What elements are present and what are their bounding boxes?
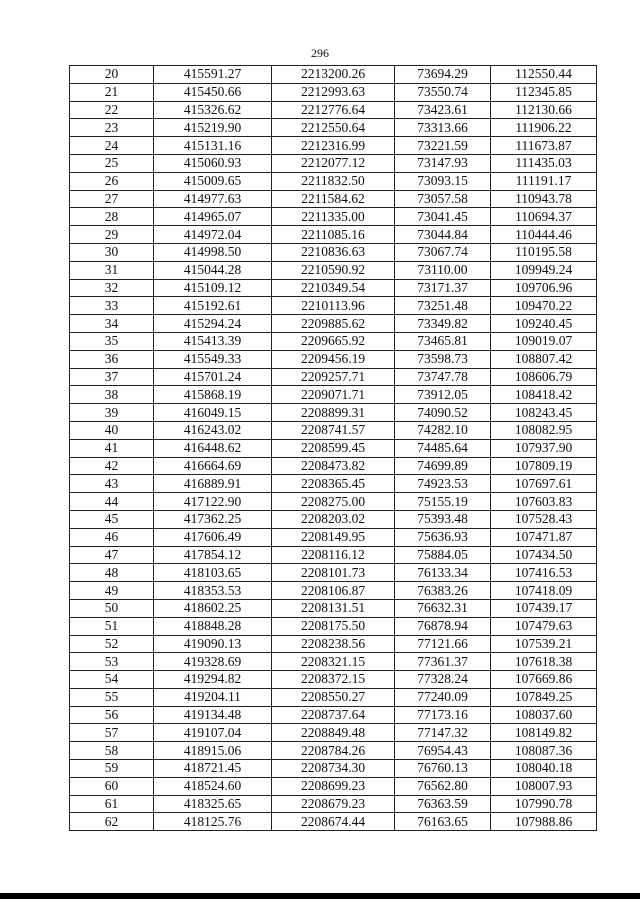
table-row — [70, 564, 597, 582]
coordinate-cell-2: 2208321.15 — [272, 653, 395, 671]
coordinate-cell-4: 107439.17 — [491, 599, 597, 617]
coordinate-cell-4: 108243.45 — [491, 404, 597, 422]
coordinate-cell-4: 107937.90 — [491, 439, 597, 457]
coordinate-cell-3: 73465.81 — [395, 332, 491, 350]
point-number-cell: 54 — [70, 671, 154, 689]
table-row — [70, 671, 597, 689]
table-row — [70, 208, 597, 226]
coordinate-cell-4: 107618.38 — [491, 653, 597, 671]
coordinate-cell-1: 417854.12 — [154, 546, 272, 564]
point-number-cell: 22 — [70, 101, 154, 119]
coordinate-cell-3: 74923.53 — [395, 475, 491, 493]
coordinate-cell-1: 416664.69 — [154, 457, 272, 475]
coordinate-cell-2: 2208473.82 — [272, 457, 395, 475]
coordinate-cell-4: 107988.86 — [491, 813, 597, 831]
coordinate-cell-1: 415326.62 — [154, 101, 272, 119]
table-row — [70, 760, 597, 778]
table-row — [70, 582, 597, 600]
coordinate-table — [69, 65, 597, 831]
coordinate-cell-3: 75155.19 — [395, 493, 491, 511]
table-row — [70, 653, 597, 671]
coordinate-cell-3: 73550.74 — [395, 83, 491, 101]
coordinate-cell-1: 415131.16 — [154, 137, 272, 155]
coordinate-cell-1: 415868.19 — [154, 386, 272, 404]
coordinate-cell-1: 419090.13 — [154, 635, 272, 653]
coordinate-cell-1: 415109.12 — [154, 279, 272, 297]
coordinate-cell-3: 73747.78 — [395, 368, 491, 386]
coordinate-cell-4: 111673.87 — [491, 137, 597, 155]
point-number-cell: 61 — [70, 795, 154, 813]
coordinate-cell-1: 415060.93 — [154, 154, 272, 172]
point-number-cell: 20 — [70, 66, 154, 84]
point-number-cell: 31 — [70, 261, 154, 279]
coordinate-cell-4: 107539.21 — [491, 635, 597, 653]
point-number-cell: 23 — [70, 119, 154, 137]
coordinate-cell-3: 77328.24 — [395, 671, 491, 689]
table-body — [70, 66, 597, 831]
coordinate-cell-1: 418325.65 — [154, 795, 272, 813]
point-number-cell: 55 — [70, 688, 154, 706]
coordinate-cell-1: 418848.28 — [154, 617, 272, 635]
point-number-cell: 21 — [70, 83, 154, 101]
coordinate-cell-1: 416448.62 — [154, 439, 272, 457]
coordinate-cell-3: 75636.93 — [395, 528, 491, 546]
coordinate-cell-1: 418103.65 — [154, 564, 272, 582]
coordinate-cell-1: 419134.48 — [154, 706, 272, 724]
coordinate-cell-3: 74699.89 — [395, 457, 491, 475]
point-number-cell: 58 — [70, 742, 154, 760]
coordinate-cell-1: 419204.11 — [154, 688, 272, 706]
coordinate-cell-4: 107809.19 — [491, 457, 597, 475]
table-row — [70, 421, 597, 439]
coordinate-cell-2: 2208101.73 — [272, 564, 395, 582]
coordinate-cell-4: 107418.09 — [491, 582, 597, 600]
coordinate-cell-1: 419107.04 — [154, 724, 272, 742]
point-number-cell: 30 — [70, 243, 154, 261]
point-number-cell: 46 — [70, 528, 154, 546]
coordinate-cell-4: 107528.43 — [491, 510, 597, 528]
point-number-cell: 45 — [70, 510, 154, 528]
point-number-cell: 47 — [70, 546, 154, 564]
coordinate-cell-3: 73057.58 — [395, 190, 491, 208]
point-number-cell: 44 — [70, 493, 154, 511]
coordinate-cell-2: 2211085.16 — [272, 226, 395, 244]
coordinate-cell-2: 2208784.26 — [272, 742, 395, 760]
coordinate-cell-1: 415219.90 — [154, 119, 272, 137]
coordinate-cell-2: 2208175.50 — [272, 617, 395, 635]
coordinate-cell-2: 2208203.02 — [272, 510, 395, 528]
coordinate-cell-1: 415044.28 — [154, 261, 272, 279]
point-number-cell: 29 — [70, 226, 154, 244]
table-row — [70, 66, 597, 84]
coordinate-cell-2: 2211832.50 — [272, 172, 395, 190]
coordinate-cell-3: 77173.16 — [395, 706, 491, 724]
coordinate-cell-3: 73147.93 — [395, 154, 491, 172]
coordinate-cell-2: 2208674.44 — [272, 813, 395, 831]
table-row — [70, 528, 597, 546]
coordinate-cell-4: 109949.24 — [491, 261, 597, 279]
coordinate-cell-4: 108606.79 — [491, 368, 597, 386]
coordinate-cell-3: 73694.29 — [395, 66, 491, 84]
coordinate-cell-3: 74090.52 — [395, 404, 491, 422]
table-row — [70, 243, 597, 261]
table-row — [70, 706, 597, 724]
coordinate-cell-4: 108007.93 — [491, 777, 597, 795]
coordinate-cell-3: 73598.73 — [395, 350, 491, 368]
coordinate-cell-4: 109470.22 — [491, 297, 597, 315]
table-row — [70, 154, 597, 172]
coordinate-cell-2: 2212993.63 — [272, 83, 395, 101]
coordinate-cell-1: 418524.60 — [154, 777, 272, 795]
table-row — [70, 546, 597, 564]
table-row — [70, 688, 597, 706]
coordinate-cell-3: 73221.59 — [395, 137, 491, 155]
coordinate-cell-2: 2208238.56 — [272, 635, 395, 653]
table-row — [70, 510, 597, 528]
coordinate-cell-2: 2209071.71 — [272, 386, 395, 404]
coordinate-cell-1: 415192.61 — [154, 297, 272, 315]
point-number-cell: 62 — [70, 813, 154, 831]
coordinate-cell-1: 415294.24 — [154, 315, 272, 333]
point-number-cell: 27 — [70, 190, 154, 208]
table-row — [70, 279, 597, 297]
coordinate-cell-3: 73110.00 — [395, 261, 491, 279]
table-row — [70, 350, 597, 368]
coordinate-cell-1: 417606.49 — [154, 528, 272, 546]
table-row — [70, 635, 597, 653]
scan-bottom-edge — [0, 893, 640, 899]
table-row — [70, 83, 597, 101]
coordinate-cell-4: 108040.18 — [491, 760, 597, 778]
coordinate-cell-3: 75393.48 — [395, 510, 491, 528]
table-row — [70, 724, 597, 742]
coordinate-cell-3: 73349.82 — [395, 315, 491, 333]
coordinate-cell-4: 108037.60 — [491, 706, 597, 724]
point-number-cell: 41 — [70, 439, 154, 457]
coordinate-cell-4: 112345.85 — [491, 83, 597, 101]
coordinate-cell-2: 2208849.48 — [272, 724, 395, 742]
coordinate-cell-4: 110943.78 — [491, 190, 597, 208]
coordinate-cell-3: 76363.59 — [395, 795, 491, 813]
coordinate-cell-3: 73093.15 — [395, 172, 491, 190]
coordinate-cell-2: 2208116.12 — [272, 546, 395, 564]
table-row — [70, 137, 597, 155]
coordinate-cell-3: 74485.64 — [395, 439, 491, 457]
point-number-cell: 37 — [70, 368, 154, 386]
point-number-cell: 56 — [70, 706, 154, 724]
table-row — [70, 404, 597, 422]
coordinate-cell-2: 2208741.57 — [272, 421, 395, 439]
coordinate-cell-4: 107669.86 — [491, 671, 597, 689]
coordinate-cell-2: 2208106.87 — [272, 582, 395, 600]
coordinate-cell-4: 107849.25 — [491, 688, 597, 706]
coordinate-cell-2: 2208734.30 — [272, 760, 395, 778]
coordinate-cell-3: 76383.26 — [395, 582, 491, 600]
coordinate-cell-1: 414998.50 — [154, 243, 272, 261]
coordinate-cell-2: 2212316.99 — [272, 137, 395, 155]
page-number: 296 — [311, 46, 329, 60]
point-number-cell: 57 — [70, 724, 154, 742]
coordinate-cell-3: 75884.05 — [395, 546, 491, 564]
table-row — [70, 119, 597, 137]
table-row — [70, 226, 597, 244]
point-number-cell: 32 — [70, 279, 154, 297]
coordinate-cell-3: 73044.84 — [395, 226, 491, 244]
table-row — [70, 457, 597, 475]
coordinate-cell-3: 76954.43 — [395, 742, 491, 760]
point-number-cell: 35 — [70, 332, 154, 350]
table-row — [70, 297, 597, 315]
coordinate-cell-2: 2210836.63 — [272, 243, 395, 261]
point-number-cell: 36 — [70, 350, 154, 368]
coordinate-cell-2: 2208599.45 — [272, 439, 395, 457]
point-number-cell: 40 — [70, 421, 154, 439]
coordinate-cell-1: 416243.02 — [154, 421, 272, 439]
table-row — [70, 795, 597, 813]
coordinate-cell-2: 2213200.26 — [272, 66, 395, 84]
coordinate-cell-2: 2210349.54 — [272, 279, 395, 297]
table-row — [70, 493, 597, 511]
coordinate-cell-4: 108082.95 — [491, 421, 597, 439]
coordinate-cell-1: 418721.45 — [154, 760, 272, 778]
coordinate-cell-2: 2212776.64 — [272, 101, 395, 119]
point-number-cell: 52 — [70, 635, 154, 653]
point-number-cell: 50 — [70, 599, 154, 617]
coordinate-cell-2: 2209665.92 — [272, 332, 395, 350]
coordinate-cell-3: 76163.65 — [395, 813, 491, 831]
coordinate-cell-2: 2212550.64 — [272, 119, 395, 137]
coordinate-cell-1: 419328.69 — [154, 653, 272, 671]
coordinate-cell-3: 73423.61 — [395, 101, 491, 119]
coordinate-cell-3: 77361.37 — [395, 653, 491, 671]
coordinate-cell-1: 414965.07 — [154, 208, 272, 226]
coordinate-cell-1: 414977.63 — [154, 190, 272, 208]
coordinate-cell-4: 112130.66 — [491, 101, 597, 119]
coordinate-cell-3: 74282.10 — [395, 421, 491, 439]
coordinate-cell-2: 2208550.27 — [272, 688, 395, 706]
coordinate-cell-2: 2209885.62 — [272, 315, 395, 333]
coordinate-cell-4: 109706.96 — [491, 279, 597, 297]
point-number-cell: 42 — [70, 457, 154, 475]
point-number-cell: 59 — [70, 760, 154, 778]
coordinate-cell-4: 108418.42 — [491, 386, 597, 404]
coordinate-cell-2: 2208899.31 — [272, 404, 395, 422]
coordinate-cell-3: 76878.94 — [395, 617, 491, 635]
coordinate-cell-3: 73251.48 — [395, 297, 491, 315]
coordinate-cell-4: 111191.17 — [491, 172, 597, 190]
coordinate-cell-1: 417122.90 — [154, 493, 272, 511]
coordinate-cell-3: 77147.32 — [395, 724, 491, 742]
point-number-cell: 60 — [70, 777, 154, 795]
table-row — [70, 315, 597, 333]
point-number-cell: 51 — [70, 617, 154, 635]
coordinate-cell-2: 2208372.15 — [272, 671, 395, 689]
coordinate-cell-1: 417362.25 — [154, 510, 272, 528]
coordinate-cell-4: 107697.61 — [491, 475, 597, 493]
point-number-cell: 38 — [70, 386, 154, 404]
table-row — [70, 599, 597, 617]
table-row — [70, 439, 597, 457]
table-row — [70, 475, 597, 493]
coordinate-cell-2: 2210590.92 — [272, 261, 395, 279]
coordinate-cell-1: 415413.39 — [154, 332, 272, 350]
coordinate-cell-2: 2208275.00 — [272, 493, 395, 511]
coordinate-cell-3: 76133.34 — [395, 564, 491, 582]
table-row — [70, 261, 597, 279]
table-row — [70, 101, 597, 119]
point-number-cell: 49 — [70, 582, 154, 600]
point-number-cell: 33 — [70, 297, 154, 315]
point-number-cell: 48 — [70, 564, 154, 582]
coordinate-cell-1: 415450.66 — [154, 83, 272, 101]
coordinate-cell-2: 2208737.64 — [272, 706, 395, 724]
coordinate-cell-2: 2208131.51 — [272, 599, 395, 617]
point-number-cell: 39 — [70, 404, 154, 422]
coordinate-cell-4: 108087.36 — [491, 742, 597, 760]
coordinate-cell-4: 109240.45 — [491, 315, 597, 333]
table-row — [70, 332, 597, 350]
table-row — [70, 777, 597, 795]
coordinate-cell-3: 73041.45 — [395, 208, 491, 226]
point-number-cell: 34 — [70, 315, 154, 333]
coordinate-cell-4: 110444.46 — [491, 226, 597, 244]
coordinate-cell-1: 416049.15 — [154, 404, 272, 422]
coordinate-cell-3: 76562.80 — [395, 777, 491, 795]
coordinate-cell-4: 112550.44 — [491, 66, 597, 84]
table-row — [70, 386, 597, 404]
coordinate-cell-4: 108807.42 — [491, 350, 597, 368]
coordinate-cell-4: 107434.50 — [491, 546, 597, 564]
coordinate-cell-2: 2209456.19 — [272, 350, 395, 368]
coordinate-cell-2: 2208365.45 — [272, 475, 395, 493]
coordinate-cell-3: 76632.31 — [395, 599, 491, 617]
coordinate-cell-1: 415591.27 — [154, 66, 272, 84]
coordinate-cell-3: 73067.74 — [395, 243, 491, 261]
coordinate-cell-2: 2210113.96 — [272, 297, 395, 315]
coordinate-cell-4: 109019.07 — [491, 332, 597, 350]
coordinate-cell-4: 111435.03 — [491, 154, 597, 172]
coordinate-cell-4: 107603.83 — [491, 493, 597, 511]
point-number-cell: 26 — [70, 172, 154, 190]
coordinate-cell-1: 418125.76 — [154, 813, 272, 831]
coordinate-cell-4: 107471.87 — [491, 528, 597, 546]
coordinate-cell-1: 415549.33 — [154, 350, 272, 368]
point-number-cell: 25 — [70, 154, 154, 172]
coordinate-cell-4: 107990.78 — [491, 795, 597, 813]
coordinate-cell-1: 418915.06 — [154, 742, 272, 760]
table-row — [70, 813, 597, 831]
coordinate-cell-3: 73171.37 — [395, 279, 491, 297]
coordinate-cell-4: 107479.63 — [491, 617, 597, 635]
point-number-cell: 24 — [70, 137, 154, 155]
coordinate-cell-2: 2212077.12 — [272, 154, 395, 172]
coordinate-cell-4: 107416.53 — [491, 564, 597, 582]
coordinate-cell-1: 418353.53 — [154, 582, 272, 600]
coordinate-cell-4: 108149.82 — [491, 724, 597, 742]
point-number-cell: 28 — [70, 208, 154, 226]
coordinate-cell-1: 418602.25 — [154, 599, 272, 617]
coordinate-cell-1: 419294.82 — [154, 671, 272, 689]
table-row — [70, 617, 597, 635]
coordinate-cell-2: 2209257.71 — [272, 368, 395, 386]
point-number-cell: 43 — [70, 475, 154, 493]
coordinate-cell-3: 73313.66 — [395, 119, 491, 137]
point-number-cell: 53 — [70, 653, 154, 671]
coordinate-cell-3: 77240.09 — [395, 688, 491, 706]
coordinate-cell-2: 2211584.62 — [272, 190, 395, 208]
coordinate-cell-3: 73912.05 — [395, 386, 491, 404]
table-row — [70, 742, 597, 760]
coordinate-cell-4: 111906.22 — [491, 119, 597, 137]
coordinate-cell-2: 2208149.95 — [272, 528, 395, 546]
coordinate-cell-2: 2208679.23 — [272, 795, 395, 813]
table-row — [70, 368, 597, 386]
coordinate-cell-3: 77121.66 — [395, 635, 491, 653]
coordinate-cell-1: 416889.91 — [154, 475, 272, 493]
coordinate-cell-2: 2208699.23 — [272, 777, 395, 795]
coordinate-cell-1: 414972.04 — [154, 226, 272, 244]
coordinate-cell-3: 76760.13 — [395, 760, 491, 778]
coordinate-cell-1: 415701.24 — [154, 368, 272, 386]
coordinate-cell-2: 2211335.00 — [272, 208, 395, 226]
coordinate-cell-4: 110195.58 — [491, 243, 597, 261]
table-row — [70, 190, 597, 208]
coordinate-cell-1: 415009.65 — [154, 172, 272, 190]
coordinate-cell-4: 110694.37 — [491, 208, 597, 226]
table-row — [70, 172, 597, 190]
